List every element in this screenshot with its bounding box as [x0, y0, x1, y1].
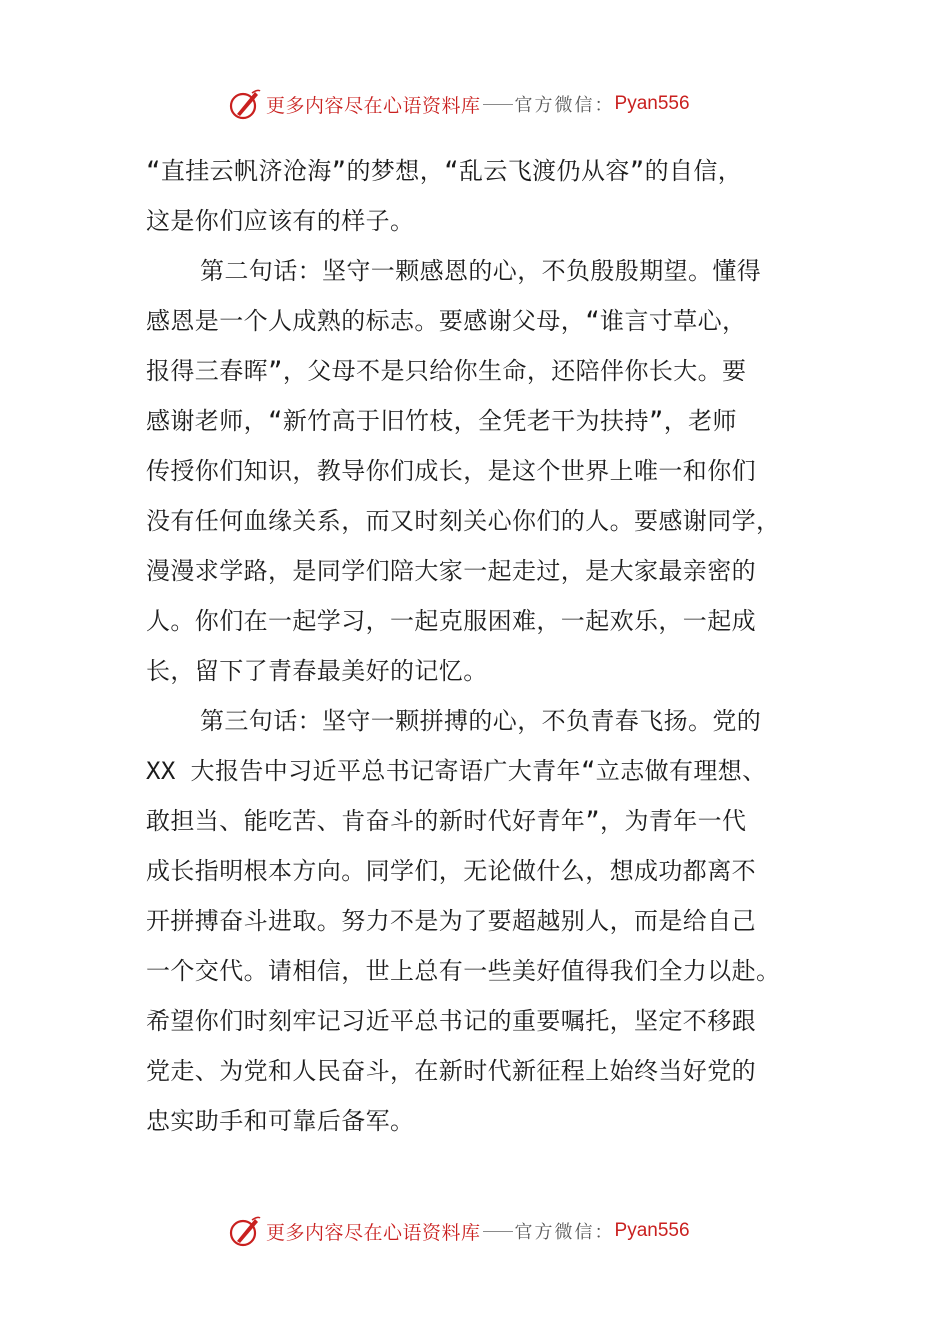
body-line: 忠实助手和可靠后备军。	[146, 1107, 415, 1135]
body-line: 一个交代。请相信，世上总有一些美好值得我们全力以赴。	[146, 957, 781, 985]
body-line: 没有任何血缘关系，而又时刻关心你们的人。要感谢同学，	[146, 507, 781, 535]
body-line: 希望你们时刻牢记习近平总书记的重要嘱托，坚定不移跟	[146, 1007, 756, 1035]
header-wechat-label: 官方微信：	[514, 95, 615, 116]
footer-divider	[483, 1231, 513, 1232]
paragraph-start-line: 第三句话：坚守一颗拼搏的心，不负青春飞扬。党的	[200, 707, 762, 735]
body-line: 这是你们应该有的样子。	[146, 207, 415, 235]
body-line: 党走、为党和人民奋斗，在新时代新征程上始终当好党的	[146, 1057, 756, 1085]
body-line: 开拼搏奋斗进取。努力不是为了要超越别人，而是给自己	[146, 907, 756, 935]
body-line: “直挂云帆济沧海”的梦想，“乱云飞渡仍从容”的自信，	[146, 157, 743, 185]
body-line: 长，留下了青春最美好的记忆。	[146, 657, 488, 685]
body-line: 感谢老师，“新竹高于旧竹枝，全凭老干为扶持”，老师	[146, 407, 737, 435]
body-line: 报得三春晖”，父母不是只给你生命，还陪伴你长大。要	[146, 357, 747, 385]
header-wechat-id: Pyan556	[614, 93, 690, 114]
body-line: 感恩是一个人成熟的标志。要感谢父母，“谁言寸草心，	[146, 307, 747, 335]
quill-pen-logo-icon	[228, 87, 262, 121]
footer-wechat-label: 官方微信：	[514, 1222, 615, 1243]
body-line: 敢担当、能吃苦、肯奋斗的新时代好青年”，为青年一代	[146, 807, 747, 835]
body-line: 漫漫求学路，是同学们陪大家一起走过，是大家最亲密的	[146, 557, 756, 585]
body-line: 人。你们在一起学习，一起克服困难，一起欢乐，一起成	[146, 607, 756, 635]
header-divider	[483, 104, 513, 105]
document-body	[146, 146, 796, 1146]
footer-wechat-id: Pyan556	[614, 1220, 690, 1241]
header-banner	[228, 84, 690, 124]
quill-pen-logo-icon	[228, 1214, 262, 1248]
body-line: XX 大报告中习近平总书记寄语广大青年“立志做有理想、	[146, 757, 767, 785]
body-line: 成长指明根本方向。同学们，无论做什么，想成功都离不	[146, 857, 756, 885]
body-line: 传授你们知识，教导你们成长，是这个世界上唯一和你们	[146, 457, 756, 485]
footer-banner	[228, 1211, 690, 1251]
paragraph-start-line: 第二句话：坚守一颗感恩的心，不负殷殷期望。懂得	[200, 257, 762, 285]
header-brand-text: 更多内容尽在心语资料库	[266, 94, 481, 117]
footer-brand-text: 更多内容尽在心语资料库	[266, 1221, 481, 1244]
